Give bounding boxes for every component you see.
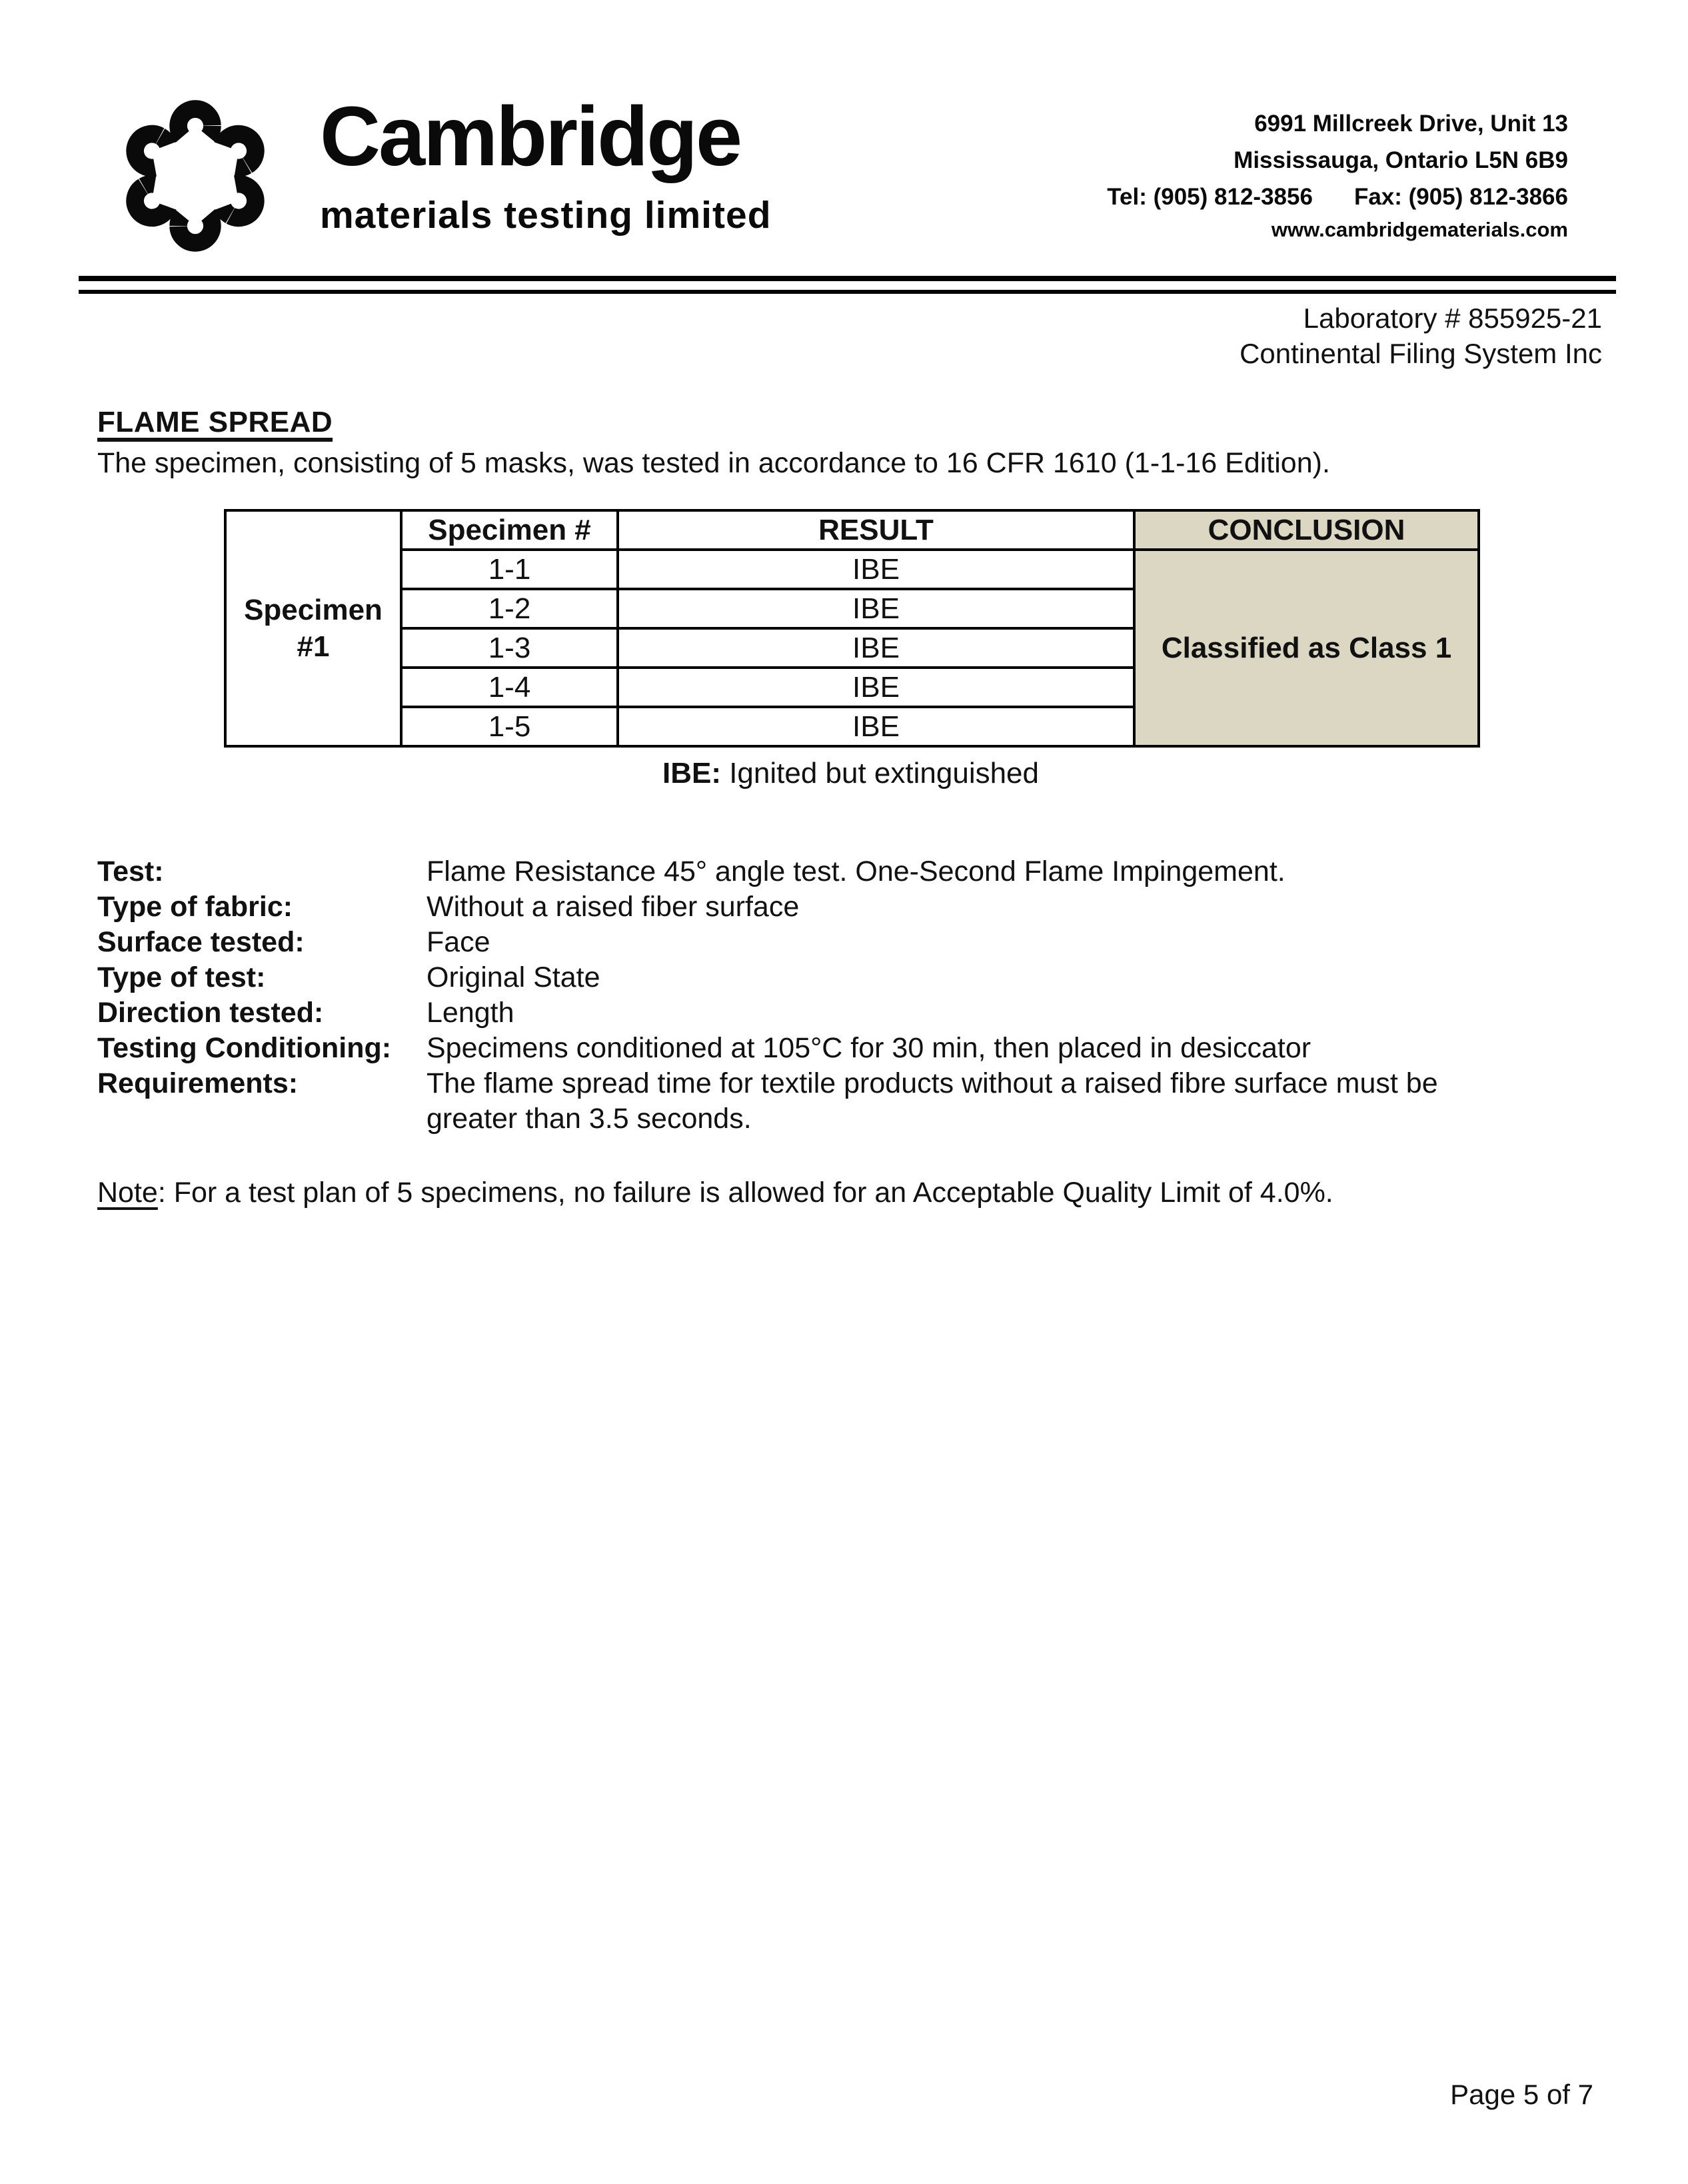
row-group-label: Specimen #1 [225, 510, 401, 746]
cambridge-logo-icon [115, 92, 276, 260]
website-url: www.cambridgematerials.com [1271, 218, 1568, 241]
detail-label: Surface tested: [97, 926, 305, 958]
tel-number: Tel: (905) 812-3856 [1107, 184, 1313, 210]
conclusion-cell: Classified as Class 1 [1134, 550, 1479, 746]
detail-label: Requirements: [97, 1067, 299, 1099]
detail-value: Without a raised fiber surface [426, 891, 800, 923]
detail-value: Face [426, 926, 490, 958]
table-legend [224, 757, 1477, 790]
lab-info-block [0, 300, 1602, 371]
detail-value: Length [426, 997, 514, 1029]
page-number: Page 5 of 7 [1450, 2079, 1593, 2110]
specimen-id: 1-3 [401, 628, 618, 668]
address-line-2: Mississauga, Ontario L5N 6B9 [1234, 147, 1568, 173]
fax-number: Fax: (905) 812-3866 [1353, 184, 1568, 210]
column-header-conclusion: CONCLUSION [1134, 510, 1479, 550]
legend-definition: Ignited but extinguished [720, 757, 1040, 790]
brand-wordmark [320, 89, 772, 237]
header-divider [79, 276, 1616, 294]
detail-label: Testing Conditioning: [97, 1032, 392, 1064]
client-name: Continental Filing System Inc [1240, 338, 1602, 369]
note-label: Note [97, 1177, 158, 1209]
results-table [224, 509, 1480, 748]
brand-name: Cambridge [320, 89, 741, 183]
table-header-row [225, 510, 1479, 550]
address-line-1: 6991 Millcreek Drive, Unit 13 [1254, 111, 1568, 137]
phone-line [1107, 179, 1568, 215]
section-title: FLAME SPREAD [97, 406, 333, 438]
section-intro: The specimen, consisting of 5 masks, was tested in accordance to 16 CFR 1610 (1-1-16 Edition). [97, 447, 1330, 479]
company-logo [115, 89, 772, 260]
result-value: IBE [618, 707, 1134, 746]
detail-value: Specimens conditioned at 105°C for 30 min, then placed in desiccator [426, 1032, 1311, 1064]
detail-label: Direction tested: [97, 997, 324, 1029]
result-value: IBE [618, 668, 1134, 707]
detail-value: The flame spread time for textile products without a raised fibre surface must be greater than 3.5 seconds. [426, 1067, 1438, 1135]
detail-value: Original State [426, 961, 600, 993]
company-address-block [1107, 105, 1568, 245]
laboratory-number: Laboratory # 855925-21 [1303, 302, 1602, 334]
specimen-id: 1-4 [401, 668, 618, 707]
brand-tagline: materials testing limited [320, 194, 772, 237]
specimen-id: 1-2 [401, 589, 618, 628]
result-value: IBE [618, 628, 1134, 668]
column-header-result: RESULT [618, 510, 1134, 550]
result-value: IBE [618, 589, 1134, 628]
legend-term: IBE: [662, 757, 721, 790]
note-paragraph [97, 1177, 1608, 1209]
result-value: IBE [618, 550, 1134, 589]
detail-label: Type of test: [97, 961, 266, 993]
flame-spread-section [97, 406, 1608, 480]
detail-value: Flame Resistance 45° angle test. One-Second Flame Impingement. [426, 855, 1285, 887]
table-row [225, 550, 1479, 589]
test-details-list [97, 854, 1688, 1137]
column-header-specimen: Specimen # [401, 510, 618, 550]
page-header [0, 0, 1688, 260]
note-text: : For a test plan of 5 specimens, no failure is allowed for an Acceptable Quality Limit of 4.0%. [157, 1177, 1333, 1209]
detail-label: Type of fabric: [97, 891, 293, 923]
specimen-id: 1-5 [401, 707, 618, 746]
specimen-id: 1-1 [401, 550, 618, 589]
detail-label: Test: [97, 855, 164, 887]
